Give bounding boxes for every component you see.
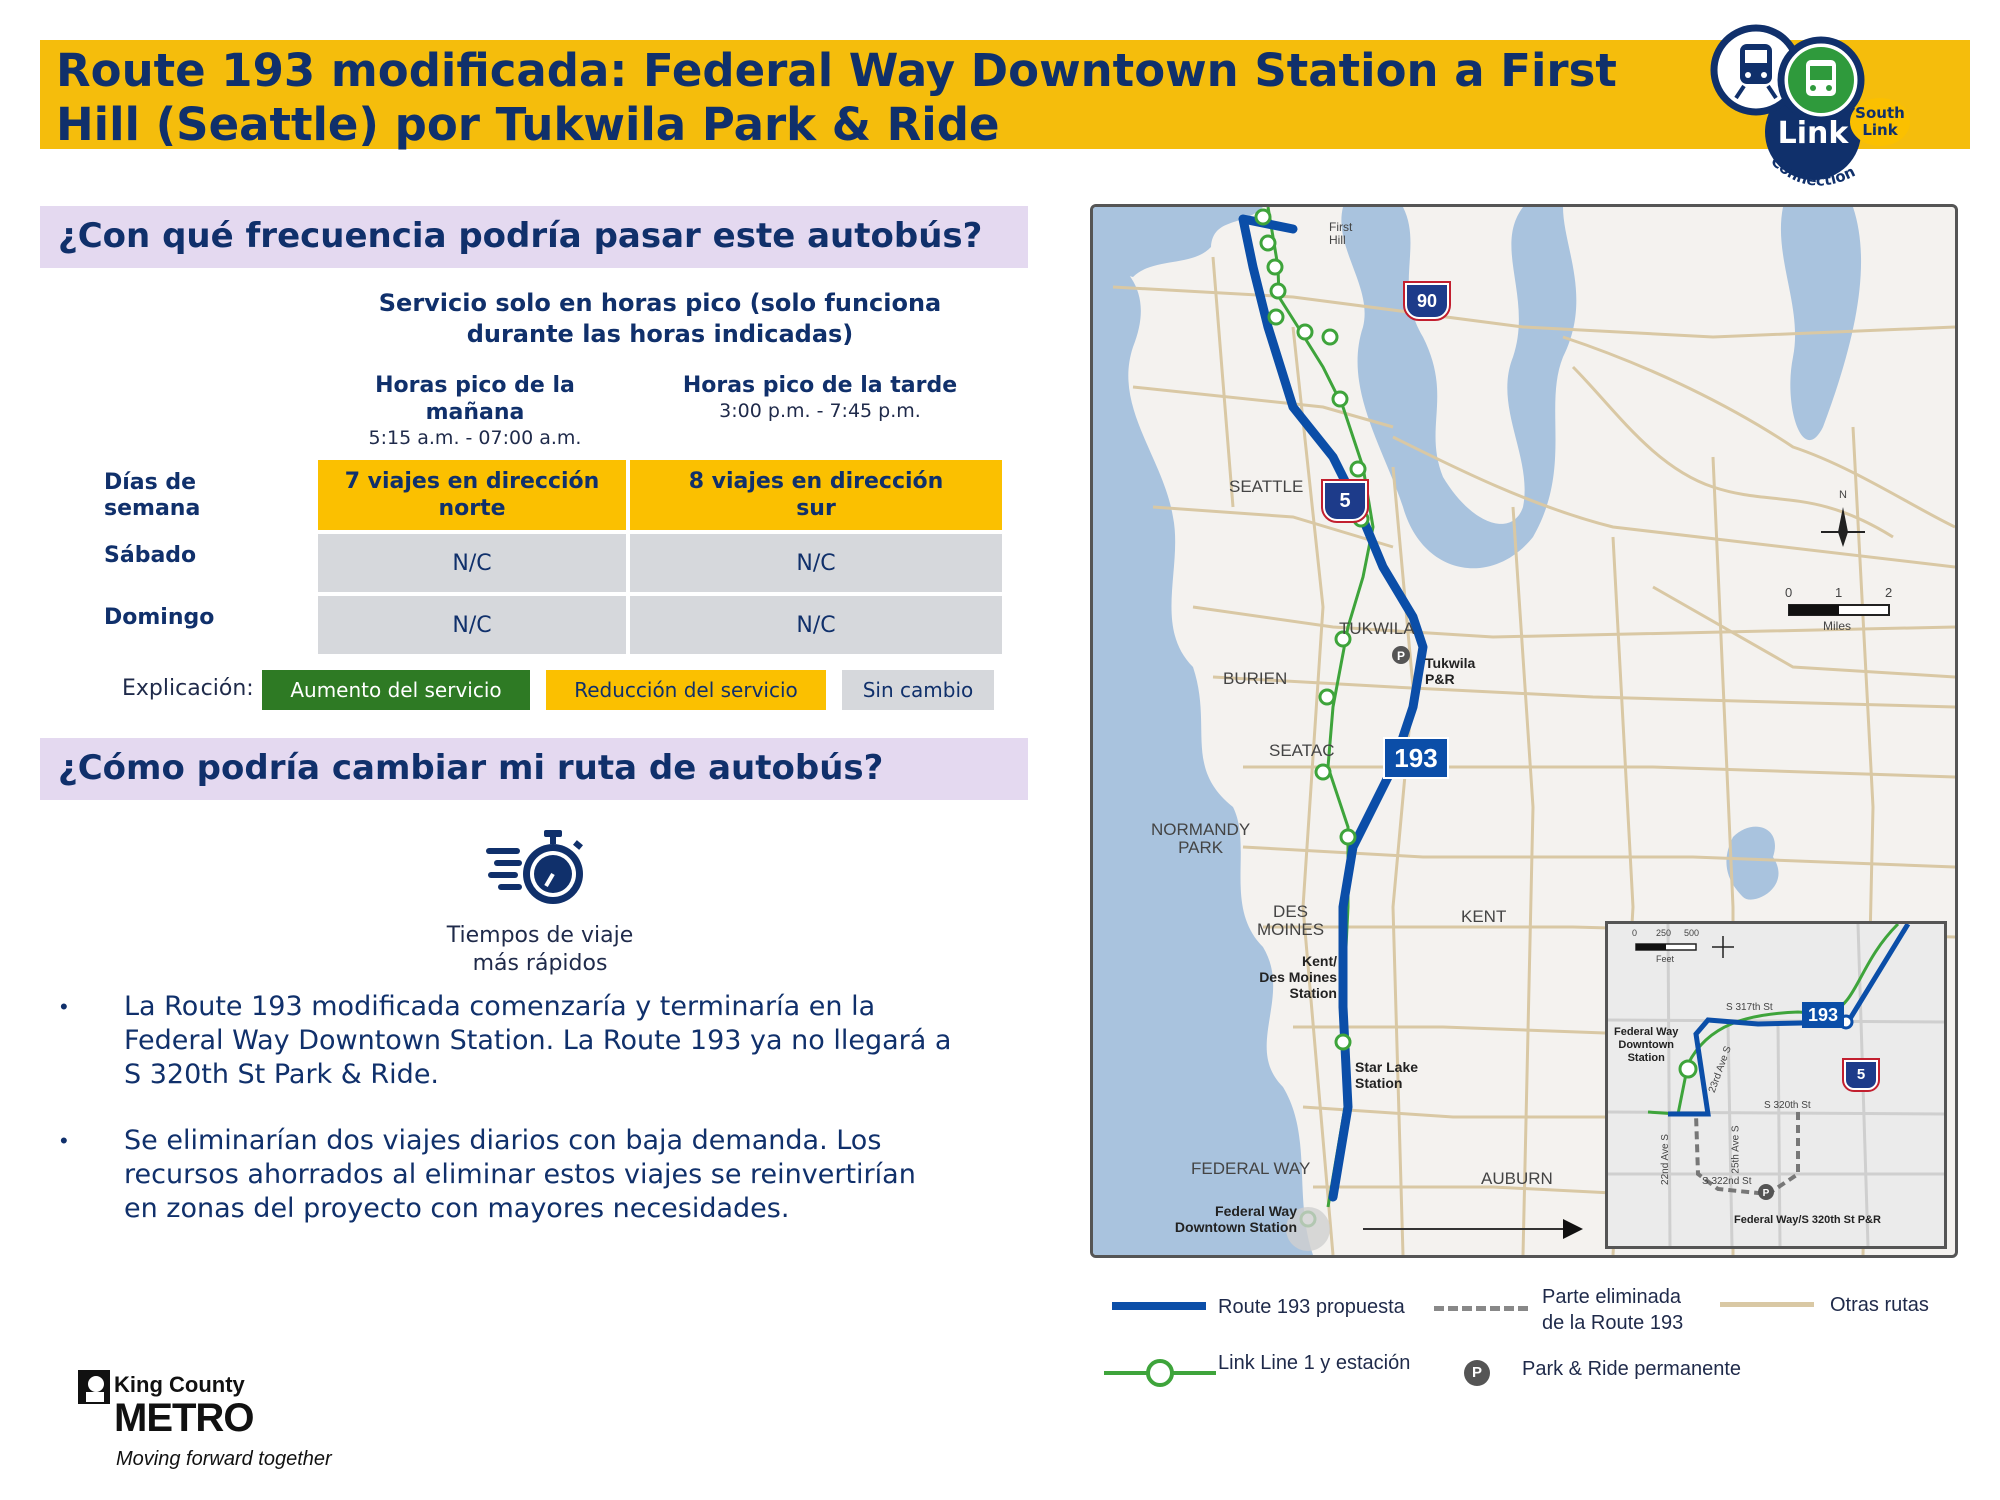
- route-map: [1090, 204, 1958, 1258]
- col-afternoon-title: Horas pico de la tarde: [682, 373, 958, 398]
- inset-scale-0: 0: [1632, 928, 1638, 938]
- inset-label-22nd: 22nd Ave S: [1659, 1134, 1671, 1185]
- legend-increase-chip: Aumento del servicio: [262, 670, 530, 710]
- inset-scale-500: 500: [1684, 928, 1700, 938]
- scale-label-0: 0: [1785, 585, 1793, 600]
- legend-label: Explicación:: [122, 676, 254, 701]
- label-fwds-1: Federal Way: [1215, 1203, 1297, 1219]
- col-afternoon-hours: 3:00 p.m. - 7:45 p.m.: [719, 400, 921, 422]
- label-star-lake-1: Star Lake: [1355, 1059, 1419, 1075]
- label-auburn: AUBURN: [1481, 1169, 1553, 1188]
- row-header-weekdays: [104, 470, 200, 522]
- bullet-item-1: [124, 990, 1024, 1092]
- cell-weekday-afternoon-l1: 8 viajes en dirección: [688, 469, 944, 494]
- inset-label-25th: 25th Ave S: [1730, 1125, 1742, 1174]
- inset-map: [1605, 921, 1947, 1249]
- icon-caption: [400, 922, 680, 978]
- label-tukwila: TUKWILA: [1339, 619, 1415, 638]
- bullet-2-line1: Se eliminarían dos viajes diarios con baja demanda. Los: [124, 1125, 882, 1156]
- page-title-line2: Hill (Seattle) por Tukwila Park & Ride: [56, 98, 1000, 151]
- legend-route-swatch: [1112, 1302, 1206, 1310]
- label-tukwila-pr-1: Tukwila: [1425, 655, 1476, 671]
- label-burien: BURIEN: [1223, 669, 1288, 688]
- label-federal-way-downtown-station: [1173, 1203, 1297, 1235]
- frequency-section-heading: [40, 206, 1028, 268]
- label-tukwila-pr: [1425, 655, 1475, 687]
- bullet-2-line3: en zonas del proyecto con mayores necesidades.: [124, 1193, 790, 1224]
- cell-weekday-morning: [318, 460, 626, 530]
- label-first-hill: [1329, 221, 1352, 247]
- inset-label-pr: Federal Way/S 320th St P&R: [1734, 1214, 1881, 1226]
- logo-connections-text: Connection: [1767, 152, 1859, 190]
- bullet-2-line2: recursos ahorrados al eliminar estos viajes se reinvertirían: [124, 1159, 916, 1190]
- legend-other-label: Otras rutas: [1830, 1294, 1929, 1316]
- label-kent-des-moines-station: [1253, 953, 1337, 1001]
- legend-removed-line2: de la Route 193: [1542, 1312, 1684, 1334]
- legend-removed-swatch: [1434, 1306, 1528, 1311]
- col-morning-hours: 5:15 a.m. - 07:00 a.m.: [368, 427, 582, 449]
- bullet-marker-1: •: [60, 994, 68, 1019]
- legend-link-label: Link Line 1 y estación: [1218, 1352, 1411, 1374]
- svg-text:P: P: [1396, 649, 1406, 663]
- brand-tagline: Moving forward together: [116, 1448, 332, 1470]
- cell-weekday-morning-l2: norte: [438, 496, 506, 521]
- inset-fwds-3: Station: [1627, 1052, 1665, 1064]
- column-header-afternoon: [640, 372, 1000, 423]
- icon-caption-line2: más rápidos: [472, 951, 608, 976]
- bullet-1-line2: Federal Way Downtown Station. La Route 193 ya no llegará a: [124, 1025, 952, 1056]
- inset-scale-250: 250: [1656, 928, 1672, 938]
- lake-sammamish-water: [1781, 207, 1861, 440]
- col-morning-title-2: mañana: [425, 400, 525, 425]
- bullet-marker-2: •: [60, 1128, 68, 1153]
- logo-southlink-text: Link: [1862, 121, 1898, 139]
- inset-scale-unit: Feet: [1656, 954, 1675, 964]
- bullet-1-line3: S 320th St Park & Ride.: [124, 1059, 440, 1090]
- scale-unit: Miles: [1823, 619, 1852, 633]
- inset-label-s322: S 322nd St: [1702, 1176, 1752, 1187]
- cell-weekday-afternoon-l2: sur: [796, 496, 836, 521]
- label-seattle: SEATTLE: [1229, 477, 1304, 496]
- legend-removed-label: [1542, 1284, 1683, 1336]
- inset-i5-shield-icon: 5: [1844, 1060, 1878, 1090]
- stopwatch-icon: [484, 828, 594, 908]
- legend-removed-line1: Parte eliminada: [1542, 1286, 1681, 1308]
- legend-parkride-label: Park & Ride permanente: [1522, 1358, 1742, 1380]
- label-star-lake-2: Station: [1355, 1075, 1403, 1091]
- svg-text:P: P: [1762, 1188, 1770, 1199]
- cell-weekday-afternoon: [630, 460, 1002, 530]
- lake-washington-water: [1341, 207, 1576, 568]
- label-first-hill-2: Hill: [1329, 233, 1346, 247]
- bullet-1-line1: La Route 193 modificada comenzaría y terminaría en la: [124, 991, 876, 1022]
- label-des-moines-1: DES: [1273, 902, 1309, 921]
- lake-meridian-water: [1726, 827, 1778, 900]
- label-seatac: SEATAC: [1269, 741, 1335, 760]
- scale-label-2: 2: [1885, 585, 1893, 600]
- logo-south-text: South: [1855, 104, 1905, 122]
- brand-king-county: King County: [114, 1372, 245, 1397]
- page-title-line1: Route 193 modificada: Federal Way Downtown Station a First: [56, 44, 1617, 97]
- elliott-bay-water: [1093, 207, 1263, 277]
- i90-shield-icon: 90: [1405, 283, 1449, 319]
- bullet-item-2: [124, 1124, 1024, 1226]
- label-fwds-2: Downtown Station: [1174, 1219, 1297, 1235]
- inset-label-s317: S 317th St: [1726, 1002, 1773, 1013]
- label-north: N: [1839, 489, 1847, 501]
- service-note-line1: Servicio solo en horas pico (solo funciona: [378, 289, 942, 317]
- changes-section-heading: [40, 738, 1028, 800]
- label-kdm-3: Station: [1289, 985, 1337, 1001]
- page-title: [56, 44, 1656, 152]
- cell-sunday-afternoon: N/C: [630, 596, 1002, 654]
- label-normandy-park: [1151, 821, 1250, 857]
- legend-link-swatch: [1104, 1358, 1216, 1388]
- brand-metro: METRO: [114, 1396, 254, 1440]
- cell-saturday-afternoon: N/C: [630, 534, 1002, 592]
- inset-route-badge: 193: [1802, 1002, 1844, 1028]
- link-line-1: [1268, 207, 1373, 1207]
- frequency-heading-text: ¿Con qué frecuencia podría pasar este autobús?: [58, 216, 983, 256]
- inset-label-s320: S 320th St: [1764, 1100, 1811, 1111]
- label-kdm-2: Des Moines: [1259, 969, 1337, 985]
- cell-sunday-morning: N/C: [318, 596, 626, 654]
- inset-fwds-2: Downtown: [1618, 1039, 1674, 1051]
- inset-label-fwds: [1614, 1026, 1678, 1065]
- link-connections-logo: [1708, 22, 1928, 192]
- row-header-sunday: Domingo: [104, 605, 215, 630]
- label-kdm-1: Kent/: [1302, 953, 1337, 969]
- label-star-lake-station: [1355, 1059, 1418, 1091]
- service-note-line2: durante las horas indicadas): [466, 320, 854, 348]
- label-des-moines: [1257, 903, 1324, 939]
- label-kent: KENT: [1461, 907, 1507, 926]
- label-federal-way: FEDERAL WAY: [1191, 1159, 1311, 1178]
- changes-heading-text: ¿Cómo podría cambiar mi ruta de autobús?: [58, 748, 884, 788]
- route-193-badge: 193: [1383, 737, 1449, 779]
- cell-weekday-morning-l1: 7 viajes en dirección: [344, 469, 600, 494]
- label-normandy-2: PARK: [1178, 838, 1224, 857]
- row-weekdays-line1: Días de: [104, 470, 197, 495]
- logo-link-text: Link: [1777, 116, 1849, 151]
- icon-caption-line1: Tiempos de viaje: [446, 923, 634, 948]
- service-note: [330, 288, 990, 350]
- label-des-moines-2: MOINES: [1257, 920, 1325, 939]
- king-county-logo-icon: [78, 1370, 110, 1404]
- legend-decrease-chip: Reducción del servicio: [546, 670, 826, 710]
- column-header-morning: [320, 372, 630, 450]
- label-tukwila-pr-2: P&R: [1425, 671, 1455, 687]
- row-weekdays-line2: semana: [104, 496, 201, 521]
- cell-saturday-morning: N/C: [318, 534, 626, 592]
- legend-other-swatch: [1720, 1302, 1814, 1307]
- inset-label-23rd: 23rd Ave S: [1706, 1044, 1734, 1095]
- legend-route-label: Route 193 propuesta: [1218, 1296, 1405, 1318]
- scale-label-1: 1: [1835, 585, 1843, 600]
- col-morning-title-1: Horas pico de la: [375, 373, 575, 398]
- park-ride-icon: P: [1464, 1360, 1490, 1386]
- label-first-hill-1: First: [1329, 220, 1353, 234]
- inset-fwds-1: Federal Way: [1614, 1026, 1679, 1038]
- legend-nochange-chip: Sin cambio: [842, 670, 994, 710]
- i5-shield-icon: 5: [1323, 481, 1367, 521]
- row-header-saturday: Sábado: [104, 543, 197, 568]
- label-normandy-1: NORMANDY: [1151, 820, 1251, 839]
